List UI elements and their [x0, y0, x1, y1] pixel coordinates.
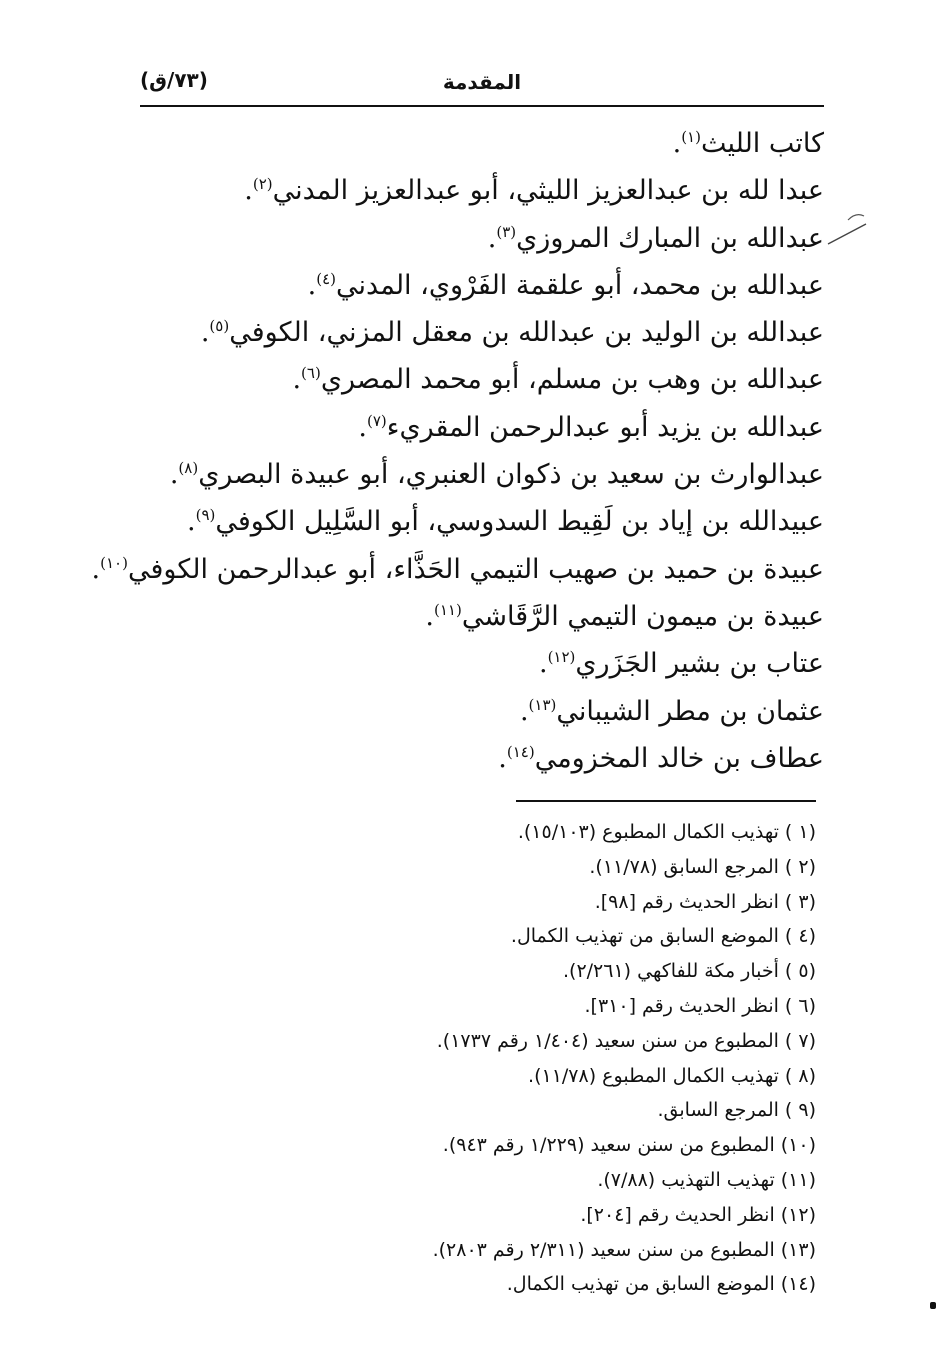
narrator-entry: عبدالله بن المبارك المروزي$^{(٣)}$. — [487, 222, 824, 254]
narrator-list — [91, 120, 824, 782]
footnote — [200, 1163, 816, 1198]
entry-text: عبيدالله بن إياد بن لَقِيط السدوسي، أبو السَّلِيل الكوفي — [215, 506, 824, 538]
footnote-divider — [516, 800, 816, 802]
narrator-entry: عبدالله بن الوليد بن عبدالله بن معقل المزني، الكوفي$^{(٥)}$. — [200, 317, 824, 349]
entry-text: عبدالله بن وهب بن مسلم، أبو محمد المصري — [320, 364, 824, 396]
footnote — [200, 815, 816, 850]
footnote — [200, 1233, 816, 1268]
footnote-text: المرجع السابق (١١/٧٨). — [589, 855, 779, 878]
footnote-text: تهذيب الكمال المطبوع (١١/٧٨). — [528, 1064, 779, 1087]
footnote-number: (٨ ) — [784, 1064, 816, 1087]
footnote-number: (١٤) — [780, 1273, 816, 1296]
footnote-list — [200, 815, 816, 1302]
footnote-ref: (٦) — [301, 364, 321, 383]
footnote — [200, 989, 816, 1024]
footnote-text: المرجع السابق. — [657, 1099, 779, 1122]
footnote — [200, 1024, 816, 1059]
entry-text: عبدالله بن محمد، أبو علقمة الفَرْوي، المدني — [336, 269, 824, 301]
footnote-text: المطبوع من سنن سعيد (٢/٣١١ رقم ٢٨٠٣). — [432, 1238, 775, 1261]
entry-text: عبيدة بن حميد بن صهيب التيمي الحَذَّاء، أبو عبدالرحمن الكوفي — [127, 553, 824, 585]
footnote-ref: (١١) — [434, 600, 462, 619]
footnote — [200, 1059, 816, 1094]
entry-text: عبدالوارث بن سعيد بن ذكوان العنبري، أبو عبيدة البصري — [198, 459, 824, 491]
narrator-entry: عثمان بن مطر الشيباني$^{(١٣)}$. — [519, 695, 824, 727]
footnote-ref: (٩) — [195, 506, 216, 525]
footnote-text: انظر الحديث رقم [٢٠٤]. — [580, 1203, 775, 1226]
footnote-ref: (١٤) — [506, 742, 535, 761]
header-title: المقدمة — [442, 70, 522, 94]
header-divider — [140, 105, 824, 107]
footnote-text: انظر الحديث رقم [٣١٠]. — [584, 994, 779, 1017]
entry-text: عتاب بن بشير الجَزَري — [575, 648, 824, 680]
footnote-number: (١ ) — [784, 821, 816, 843]
narrator-entry: كاتب الليث$^{(١)}$. — [672, 128, 824, 159]
footnote — [200, 1198, 816, 1233]
entry-text: عبيدة بن ميمون التيمي الرَّقَاشي — [461, 600, 824, 632]
handwritten-margin-mark — [826, 210, 870, 250]
footnote — [200, 850, 816, 885]
footnote-ref: (٧) — [366, 411, 387, 430]
footnote-text: أخبار مكة للفاكهي (٢/٢٦١). — [562, 960, 779, 983]
footnote-number: (١٣) — [780, 1238, 816, 1261]
footnote — [200, 885, 816, 920]
narrator-entry: عبدالله بن وهب بن مسلم، أبو محمد المصري$^{(٦)}$. — [292, 364, 824, 396]
narrator-entry: عبدا لله بن عبدالعزيز الليثي، أبو عبدالعزيز المدني$^{(٢)}$. — [244, 175, 824, 207]
footnote-text: تهذيب التهذيب (٧/٨٨). — [597, 1168, 775, 1191]
footnote-text: المطبوع من سنن سعيد (١/٤٠٤ رقم ١٧٣٧). — [436, 1029, 779, 1052]
footnote-number: (٦ ) — [784, 994, 816, 1017]
footnote-ref: (٢) — [252, 175, 273, 194]
footnote-ref: (٥) — [209, 317, 230, 336]
narrator-entry: عبدالوارث بن سعيد بن ذكوان العنبري، أبو عبيدة البصري$^{(٨)}$. — [169, 459, 824, 491]
entry-text: عبدالله بن الوليد بن عبدالله بن معقل المزني، الكوفي — [229, 317, 824, 349]
footnote-number: (٩ ) — [784, 1099, 816, 1122]
footnote-number: (٢ ) — [784, 855, 816, 878]
footnote — [200, 1093, 816, 1128]
footnote-text: تهذيب الكمال المطبوع (١٥/١٠٣). — [517, 821, 779, 843]
footnote-ref: (١٠) — [100, 553, 128, 572]
footnote-number: (١١) — [780, 1168, 816, 1191]
entry-text: كاتب الليث — [700, 128, 824, 159]
footnote-number: (١٢) — [780, 1203, 816, 1226]
footnote-text: الموضع السابق من تهذيب الكمال. — [510, 925, 779, 948]
entry-text: عطاف بن خالد المخزومي — [534, 742, 824, 774]
narrator-entry: عبدالله بن محمد، أبو علقمة الفَرْوي، المدني$^{(٤)}$. — [307, 269, 824, 301]
footnote-ref: (١) — [681, 128, 701, 146]
footnote-number: (٤ ) — [784, 925, 816, 948]
narrator-entry: عبيدة بن ميمون التيمي الرَّقَاشي$^{(١١)}$. — [425, 600, 824, 632]
footnote-ref: (٣) — [496, 222, 517, 241]
narrator-entry: عبيدالله بن إياد بن لَقِيط السدوسي، أبو السَّلِيل الكوفي$^{(٩)}$. — [187, 506, 824, 538]
footnote-number: (١٠) — [780, 1134, 816, 1157]
footnote — [200, 1128, 816, 1163]
footnote — [200, 954, 816, 989]
footnote-number: (٧ ) — [784, 1029, 816, 1052]
entry-text: عثمان بن مطر الشيباني — [556, 695, 824, 727]
narrator-entry: عبدالله بن يزيد أبو عبدالرحمن المقريء$^{(٧)}$. — [358, 411, 824, 443]
footnote — [200, 919, 816, 954]
narrator-entry: عطاف بن خالد المخزومي$^{(١٤)}$. — [498, 742, 824, 774]
narrator-entry: عبيدة بن حميد بن صهيب التيمي الحَذَّاء، أبو عبدالرحمن الكوفي$^{(١٠)}$. — [91, 553, 824, 585]
scan-edge-mark — [930, 1302, 936, 1309]
footnote-ref: (١٢) — [547, 648, 576, 667]
narrator-entry: عتاب بن بشير الجَزَري$^{(١٢)}$. — [538, 648, 824, 680]
footnote-text: انظر الحديث رقم [٩٨]. — [594, 890, 779, 913]
entry-text: عبدالله بن المبارك المروزي — [516, 222, 824, 254]
footnote-number: (٥ ) — [784, 960, 816, 983]
footnote — [200, 1267, 816, 1302]
header-page-ref: (٧٣/ق) — [140, 68, 208, 92]
footnote-number: (٣ ) — [784, 890, 816, 913]
entry-text: عبدا لله بن عبدالعزيز الليثي، أبو عبدالعزيز المدني — [272, 175, 824, 207]
footnote-ref: (٤) — [316, 269, 337, 288]
footnote-text: الموضع السابق من تهذيب الكمال. — [506, 1273, 775, 1296]
entry-text: عبدالله بن يزيد أبو عبدالرحمن المقريء — [386, 411, 824, 443]
footnote-ref: (٨) — [178, 459, 199, 478]
footnote-ref: (١٣) — [528, 695, 557, 714]
running-header — [140, 66, 824, 100]
footnote-text: المطبوع من سنن سعيد (١/٢٢٩ رقم ٩٤٣). — [442, 1134, 775, 1157]
